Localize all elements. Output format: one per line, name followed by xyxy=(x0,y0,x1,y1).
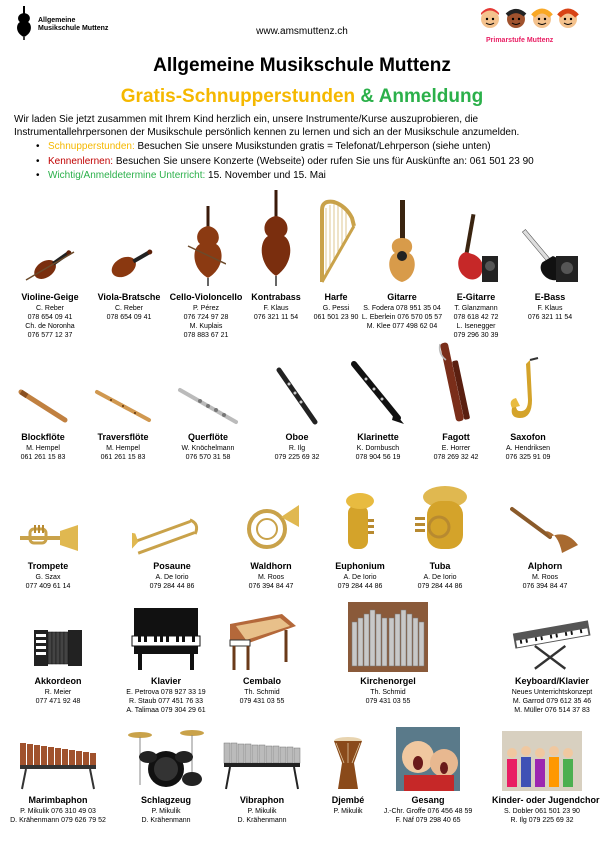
instrument-name: Tuba xyxy=(429,561,451,571)
contact-line: A. Hendriksen xyxy=(506,445,550,452)
contact-line: P. Mikulik xyxy=(333,808,363,815)
info-item-anmeldetermine xyxy=(36,169,596,184)
contact-line: P. Mikulik xyxy=(247,808,277,815)
organ-icon xyxy=(348,600,428,672)
contact-line: C. Reber xyxy=(114,305,143,312)
violin-icon xyxy=(10,190,90,286)
contact-line: M. Klee 077 498 62 04 xyxy=(366,323,438,330)
instrument-contacts xyxy=(334,688,442,706)
contact-line: 061 261 15 83 xyxy=(20,454,66,461)
contact-line: S. Dobler 061 501 23 90 xyxy=(504,808,580,815)
info-key: Schnupperstunden: xyxy=(48,141,135,152)
website-url[interactable]: www.amsmuttenz.ch xyxy=(256,26,348,37)
primarstufe-label: Primarstufe Muttenz xyxy=(486,37,554,44)
contact-line: W. Knöchelmann xyxy=(181,445,235,452)
instrument-contacts xyxy=(118,573,226,591)
harpsichord-icon xyxy=(222,600,302,672)
logo-line-2: Musikschule Muttenz xyxy=(38,25,109,32)
contact-line: M. Hempel xyxy=(106,445,140,452)
cello-icon xyxy=(166,190,246,286)
page-title: Allgemeine Musikschule Muttenz xyxy=(153,55,451,76)
contact-line: E. Petrova 078 927 33 19 xyxy=(126,689,206,696)
instrument-name: Cembalo xyxy=(242,676,281,686)
instrument-contacts xyxy=(112,688,220,715)
contact-line: M. Hempel xyxy=(26,445,60,452)
contact-line: 076 394 84 47 xyxy=(522,583,568,590)
instrument-name: Klavier xyxy=(150,676,182,686)
contact-line: 076 724 97 28 xyxy=(183,314,229,321)
instrument-name: Marimbaphon xyxy=(28,795,88,805)
electric-bass-icon xyxy=(510,190,590,286)
instrument-name: Kontrabass xyxy=(251,292,301,302)
contact-line: D. Krähenmann 079 626 79 52 xyxy=(10,817,106,824)
contact-line: D. Krähenmann xyxy=(141,817,191,824)
info-item-kennenlernen xyxy=(36,155,596,170)
tuba-icon xyxy=(400,485,480,557)
instrument-name: Violine-Geige xyxy=(21,292,79,302)
contact-line: R. Ilg 079 225 69 32 xyxy=(510,817,574,824)
intro-text: Wir laden Sie jetzt zusammen mit Ihrem Kind herzlich ein, unsere Instrumente/Kurse auszuprobieren, die Instrumentallehrpersonen der Musikschule persönlich kennen zu lernen und sich an der Musikschule anzumelden. xyxy=(14,114,520,138)
instrument-name: Blockflöte xyxy=(21,432,65,442)
contact-line: A. Talimaa 079 304 29 61 xyxy=(126,707,206,714)
contact-line: M. Garrod 079 612 35 46 xyxy=(512,698,592,705)
info-item-schnupperstunden xyxy=(36,140,596,155)
instrument-contacts xyxy=(0,573,102,591)
euphonium-icon xyxy=(320,485,400,557)
contact-line: 076 325 91 09 xyxy=(505,454,551,461)
instrument-name: Kinder- oder Jugendchor xyxy=(492,795,600,805)
contact-line: M. Roos xyxy=(531,574,559,581)
contact-line: 077 409 61 14 xyxy=(25,583,71,590)
contact-line: 078 618 42 72 xyxy=(453,314,499,321)
drums-icon xyxy=(126,725,206,791)
instrument-name: Kirchenorgel xyxy=(360,676,416,686)
instrument-contacts xyxy=(208,688,316,706)
instrument-name: Saxofon xyxy=(510,432,546,442)
info-key: Kennenlernen: xyxy=(48,155,114,167)
oboe-icon xyxy=(257,340,337,426)
contact-line: M. Kuplais xyxy=(189,323,223,330)
instrument-name: Schlagzeug xyxy=(140,795,191,805)
contact-line: 078 654 09 41 xyxy=(106,314,152,321)
instrument-name: Oboe xyxy=(285,432,309,442)
contact-line: 077 471 92 48 xyxy=(35,698,81,705)
contact-line: Ch. de Noronha xyxy=(25,323,75,330)
subtitle-anmeldung: & Anmeldung xyxy=(355,86,484,107)
instrument-name: Harfe xyxy=(324,292,348,302)
contact-line: 061 501 23 90 xyxy=(313,314,359,321)
contact-line: D. Krähenmann xyxy=(237,817,287,824)
instrument-name: Gitarre xyxy=(387,292,417,302)
contact-line: 079 431 03 55 xyxy=(365,698,411,705)
info-list xyxy=(36,140,596,184)
contact-line: G. Pessi xyxy=(322,305,350,312)
instrument-contacts xyxy=(386,573,494,591)
subtitle-schnupperstunden: Gratis-Schnupperstunden xyxy=(120,86,356,107)
page-subtitle xyxy=(0,86,604,108)
info-text: Besuchen Sie unsere Konzerte (Webseite) oder rufen Sie uns für Auskünfte an: 061 501 23 90 xyxy=(113,155,534,167)
flute-icon xyxy=(168,340,248,426)
piano-icon xyxy=(126,600,206,672)
info-text: 15. November und 15. Mai xyxy=(205,170,326,181)
contact-line: L. Eberlein 076 570 05 57 xyxy=(361,314,443,321)
marimba-icon xyxy=(18,725,98,791)
saxophone-icon xyxy=(488,340,568,426)
contact-line: M. Müller 076 514 37 83 xyxy=(514,707,590,714)
contact-line: F. Klaus xyxy=(537,305,563,312)
contact-line: A. De Iorio xyxy=(155,574,189,581)
vibraphone-icon xyxy=(222,725,302,791)
contact-line: 079 296 30 39 xyxy=(453,332,499,339)
recorder-icon xyxy=(3,340,83,426)
electric-guitar-icon xyxy=(436,190,516,286)
contact-line: 078 269 32 42 xyxy=(433,454,479,461)
french-horn-icon xyxy=(231,485,311,557)
contact-line: 079 284 44 86 xyxy=(417,583,463,590)
contact-line: 076 321 11 54 xyxy=(527,314,573,321)
instrument-name: Gesang xyxy=(411,795,445,805)
contact-line: 076 321 11 54 xyxy=(253,314,299,321)
contact-line: 078 904 56 19 xyxy=(355,454,401,461)
instrument-name: Querflöte xyxy=(187,432,228,442)
instrument-name: Cello-Violoncello xyxy=(169,292,243,302)
contact-line: 079 225 69 32 xyxy=(274,454,320,461)
contact-line: 076 570 31 58 xyxy=(185,454,231,461)
keyboard-icon xyxy=(512,600,592,672)
contact-line: M. Roos xyxy=(257,574,285,581)
instrument-name: Keyboard/Klavier xyxy=(514,676,590,686)
instrument-name: Trompete xyxy=(27,561,69,571)
singing-icon xyxy=(388,725,468,791)
instrument-name: Traversflöte xyxy=(97,432,149,442)
contact-line: Th. Schmid xyxy=(244,689,280,696)
contact-line: J.-Chr. Groffe 076 456 48 59 xyxy=(383,808,473,815)
contact-line: R. Meier xyxy=(44,689,72,696)
contact-line: L. Isenegger xyxy=(456,323,496,330)
contact-line: P. Pérez xyxy=(193,305,219,312)
contact-line: 079 284 44 86 xyxy=(149,583,195,590)
contact-line: R. Ilg xyxy=(288,445,306,452)
instrument-name: E-Bass xyxy=(534,292,566,302)
trombone-icon xyxy=(132,485,212,557)
contact-line: R. Staub 077 451 76 33 xyxy=(129,698,203,705)
clarinet-icon xyxy=(338,340,418,426)
contact-line: G. Szax xyxy=(35,574,61,581)
instrument-name: Waldhorn xyxy=(250,561,292,571)
contact-line: 061 261 15 83 xyxy=(100,454,146,461)
contact-line: T. Glanzmann xyxy=(454,305,498,312)
contact-line: Neues Unterrichtskonzept xyxy=(511,689,593,696)
instrument-contacts xyxy=(4,688,112,706)
contact-line: P. Mikulik 076 310 49 03 xyxy=(20,808,96,815)
instrument-name: Euphonium xyxy=(335,561,385,571)
viola-icon xyxy=(89,190,169,286)
instrument-contacts xyxy=(374,807,482,825)
instrument-name: Djembé xyxy=(331,795,365,805)
contact-line: K. Dornbusch xyxy=(356,445,400,452)
contact-line: S. Fodera 078 951 35 04 xyxy=(363,305,441,312)
contact-line: 079 284 44 86 xyxy=(337,583,383,590)
contact-line: A. De Iorio xyxy=(423,574,457,581)
contact-line: C. Reber xyxy=(35,305,64,312)
primarstufe-logo xyxy=(476,6,596,48)
trumpet-icon xyxy=(8,485,88,557)
instrument-contacts xyxy=(112,807,220,825)
instrument-name: Viola-Bratsche xyxy=(97,292,161,302)
instrument-contacts xyxy=(498,688,604,715)
contact-line: P. Mikulik xyxy=(151,808,181,815)
instrument-contacts xyxy=(491,573,599,591)
bassoon-icon xyxy=(416,340,496,426)
traverso-icon xyxy=(83,340,163,426)
instrument-contacts xyxy=(488,807,596,825)
children-faces-icon xyxy=(476,6,586,36)
accordion-icon xyxy=(18,600,98,672)
contact-line: F. Näf 079 298 40 65 xyxy=(395,817,461,824)
instrument-name: Alphorn xyxy=(527,561,563,571)
info-key: Wichtig/Anmeldetermine Unterricht: xyxy=(48,170,206,181)
djembe-icon xyxy=(308,725,388,791)
alphorn-icon xyxy=(505,485,585,557)
instrument-contacts xyxy=(496,304,604,322)
contact-line: Th. Schmid xyxy=(370,689,406,696)
instrument-name: Posaune xyxy=(153,561,191,571)
instrument-name: Fagott xyxy=(442,432,470,442)
logo-line-1: Allgemeine xyxy=(38,17,76,24)
instrument-name: Klarinette xyxy=(357,432,399,442)
instrument-name: Vibraphon xyxy=(239,795,285,805)
contact-line: A. De Iorio xyxy=(343,574,377,581)
contact-line: 078 654 09 41 xyxy=(27,314,73,321)
contact-line: 076 394 84 47 xyxy=(248,583,294,590)
contact-line: 079 431 03 55 xyxy=(239,698,285,705)
instrument-name: E-Gitarre xyxy=(456,292,496,302)
instrument-contacts xyxy=(4,807,112,825)
contact-line: E. Horrer xyxy=(441,445,471,452)
contact-line: 078 883 67 21 xyxy=(183,332,229,339)
contact-line: 076 577 12 37 xyxy=(27,332,73,339)
contact-line: F. Klaus xyxy=(263,305,289,312)
instrument-contacts xyxy=(474,444,582,462)
info-text: Besuchen Sie unsere Musikstunden gratis = Telefonat/Lehrperson (siehe unten) xyxy=(134,141,491,152)
choir-icon xyxy=(502,725,582,791)
instrument-name: Akkordeon xyxy=(34,676,82,686)
guitar-icon xyxy=(362,190,442,286)
